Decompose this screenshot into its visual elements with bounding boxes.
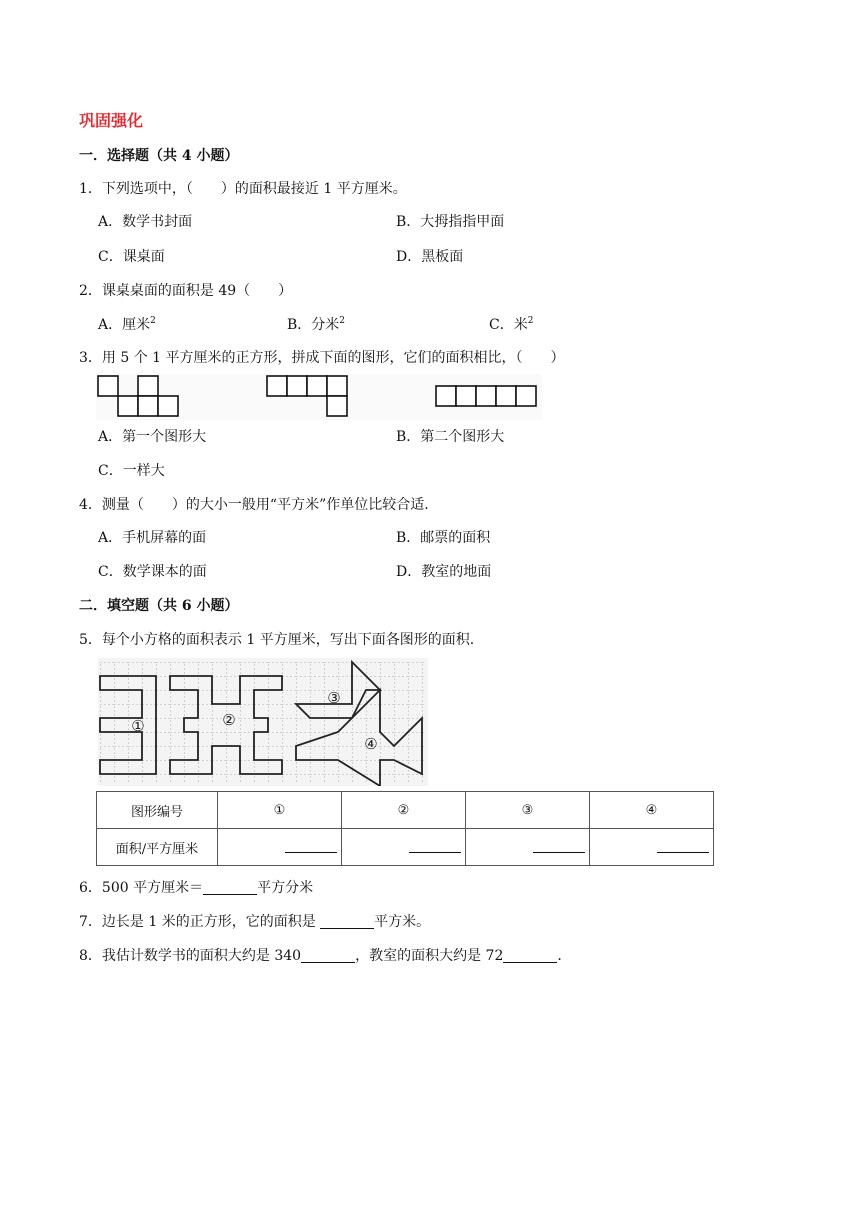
q2-option-b[interactable] — [287, 317, 345, 332]
answer-cell — [218, 829, 342, 866]
q2-text: 2．课桌桌面的面积是 49（ ） — [79, 283, 293, 299]
q2-option-a[interactable] — [98, 317, 156, 332]
q3-option-a[interactable]: A．第一个图形大 — [98, 429, 207, 445]
answer-blank-3[interactable] — [533, 838, 585, 853]
q5-grid-figure — [98, 658, 428, 786]
table-row — [97, 792, 714, 829]
q2-option-c[interactable] — [489, 317, 533, 332]
answer-blank-2[interactable] — [409, 838, 461, 853]
q4-option-c[interactable]: C．数学课本的面 — [98, 564, 207, 580]
q4-option-d[interactable]: D．教室的地面 — [396, 564, 492, 580]
q5-text: 5．每个小方格的面积表示 1 平方厘米，写出下面各图形的面积. — [79, 632, 475, 648]
q8-text-part2: ，教室的面积大约是 72 — [355, 948, 504, 964]
q6-text-before: 6．500 平方厘米＝ — [79, 880, 204, 896]
section-title: 巩固强化 — [79, 111, 144, 130]
q5-shape-4-label: ④ — [364, 735, 378, 753]
q2-option-c-label: C．米 — [489, 317, 528, 333]
q5-shape-2-label: ② — [222, 711, 236, 729]
table-row-label: 面积/平方厘米 — [97, 829, 218, 866]
q4-option-a[interactable]: A．手机屏幕的面 — [98, 530, 207, 546]
q8-answer-blank-2[interactable] — [503, 948, 557, 963]
q2-option-a-sup: 2 — [150, 316, 156, 326]
q4-option-b[interactable]: B．邮票的面积 — [396, 530, 491, 546]
q3-shape-3 — [436, 386, 536, 406]
q1-option-d[interactable]: D．黑板面 — [396, 249, 464, 265]
table-header-cell: ② — [342, 792, 466, 829]
answer-cell — [466, 829, 590, 866]
q6-line — [79, 880, 313, 895]
q2-option-b-sup: 2 — [339, 316, 346, 326]
q7-line — [79, 914, 430, 929]
q6-text-after: 平方分米 — [257, 880, 314, 896]
answer-blank-4[interactable] — [657, 838, 709, 853]
table-row — [97, 829, 714, 866]
q2-option-c-sup: 2 — [527, 316, 534, 326]
q1-option-b[interactable]: B．大拇指指甲面 — [396, 214, 505, 230]
table-header-cell: ④ — [590, 792, 714, 829]
table-header-cell: ① — [218, 792, 342, 829]
part1-heading: 一．选择题（共 4 小题） — [79, 148, 239, 164]
q7-text-after: 平方米。 — [374, 914, 431, 930]
q1-option-a[interactable]: A．数学书封面 — [98, 214, 193, 230]
answer-blank-1[interactable] — [285, 838, 337, 853]
q3-option-c[interactable]: C．一样大 — [98, 463, 165, 479]
q1-option-c[interactable]: C．课桌面 — [98, 249, 165, 265]
q8-text-part3: . — [557, 948, 562, 964]
q2-option-a-label: A．厘米 — [98, 317, 151, 333]
q5-grid-lines — [100, 662, 426, 784]
answer-cell — [590, 829, 714, 866]
answer-cell — [342, 829, 466, 866]
q7-text-before: 7．边长是 1 米的正方形，它的面积是 — [79, 914, 321, 930]
part2-heading: 二．填空题（共 6 小题） — [79, 598, 239, 614]
table-header-label: 图形编号 — [97, 792, 218, 829]
q6-answer-blank[interactable] — [203, 880, 257, 895]
q3-figure — [96, 374, 542, 420]
q5-area-table — [96, 791, 714, 866]
table-header-cell: ③ — [466, 792, 590, 829]
q8-text-part1: 8．我估计数学书的面积大约是 340 — [79, 948, 302, 964]
q1-text: 1．下列选项中，（ ）的面积最接近 1 平方厘米。 — [79, 181, 407, 197]
q5-shape-3-label: ③ — [327, 689, 341, 707]
q3-text: 3．用 5 个 1 平方厘米的正方形，拼成下面的图形，它们的面积相比，（ ） — [79, 350, 565, 366]
q8-answer-blank-1[interactable] — [301, 948, 355, 963]
q2-option-b-label: B．分米 — [287, 317, 340, 333]
q8-line — [79, 948, 562, 963]
q3-option-b[interactable]: B．第二个图形大 — [396, 429, 505, 445]
q4-text: 4．测量（ ）的大小一般用“平方米”作单位比较合适. — [79, 497, 429, 513]
q5-shape-1-label: ① — [131, 717, 145, 735]
q7-answer-blank[interactable] — [320, 914, 374, 929]
